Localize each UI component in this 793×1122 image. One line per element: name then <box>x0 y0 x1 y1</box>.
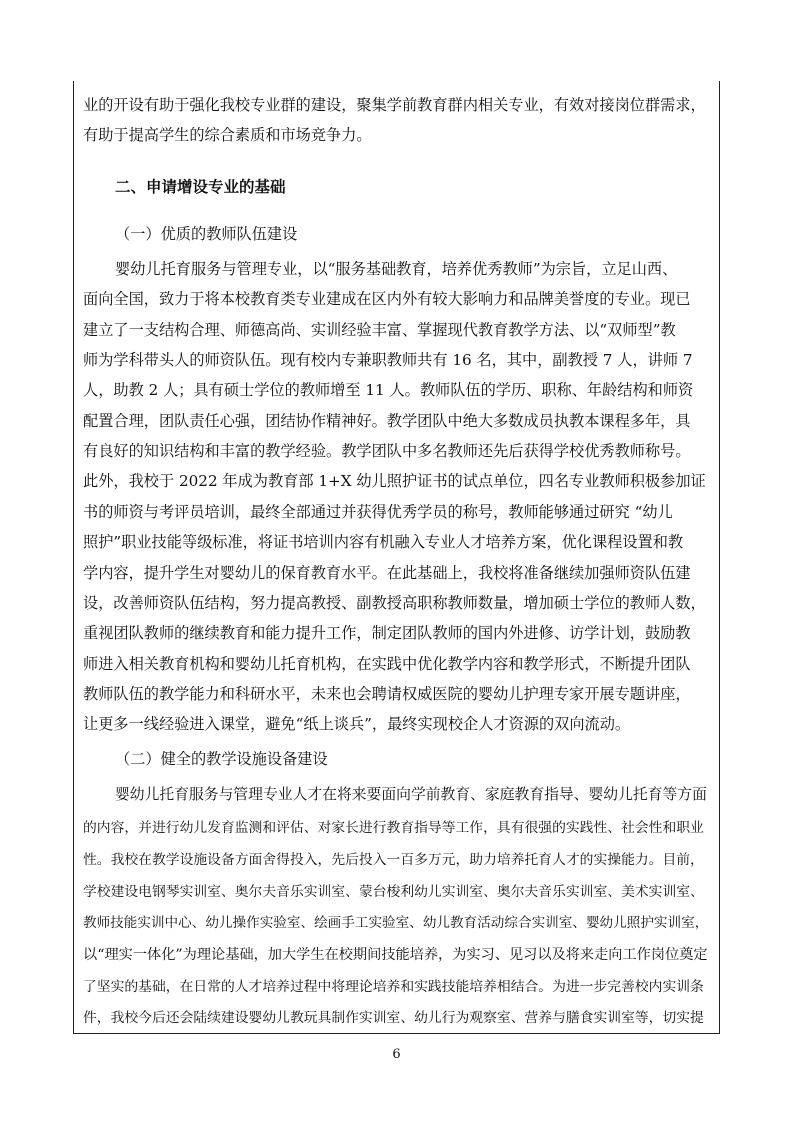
paragraph-line: 让更多一线经验进入课堂，避免“纸上谈兵”，最终实现校企人才资源的双向流动。 <box>83 715 631 733</box>
intro-line: 业的开设有助于强化我校专业群的建设，聚集学前教育群内相关专业，有效对接岗位群需求， <box>83 96 706 114</box>
paragraph-line: 婴幼儿托育服务与管理专业，以“服务基础教育，培养优秀教师”为宗旨，立足山西、 <box>115 260 678 278</box>
paragraph-line: 了坚实的基础，在日常的人才培养过程中将理论培养和实践技能培养相结合。为进一步完善校内实训条 <box>83 979 704 995</box>
paragraph-line: 书的师资与考评员培训，最终全部通过并获得优秀学员的称号，教师能够通过研究 “幼儿 <box>83 503 673 521</box>
paragraph-line: 教师技能实训中心、幼儿操作实验室、绘画手工实验室、幼儿教育活动综合实训室、婴幼儿照护实训室， <box>83 915 709 931</box>
paragraph-line: 此外，我校于 2022 年成为教育部 1+X 幼儿照护证书的试点单位，四名专业教师积极参加证 <box>83 472 706 490</box>
paragraph-line: 件，我校今后还会陆续建设婴幼儿教玩具制作实训室、幼儿行为观察室、营养与膳食实训室等，切实提 <box>83 1010 704 1026</box>
paragraph-line: 照护”职业技能等级标准，将证书培训内容有机融入专业人才培养方案，优化课程设置和教 <box>83 533 684 551</box>
paragraph-line: 人，助教 2 人；具有硕士学位的教师增至 11 人。教师队伍的学历、职称、年龄结构和师资 <box>83 381 694 399</box>
page-number: 6 <box>392 1047 401 1062</box>
paragraph-line: 以“理实一体化”为理论基础，加大学生在校期间技能培养，为实习、见习以及将来走向工作岗位奠定 <box>83 947 708 963</box>
paragraph-line: 建立了一支结构合理、师德高尚、实训经验丰富、掌握现代教育教学方法、以“双师型”教 <box>83 321 676 339</box>
paragraph-line: 的内容，并进行幼儿发育监测和评估、对家长进行教育指导等工作，具有很强的实践性、社会性和职业 <box>83 820 704 836</box>
paragraph-line: 设，改善师资队伍结构，努力提高教授、副教授高职称教师数量，增加硕士学位的教师人数， <box>83 594 706 612</box>
subsection-title: （一）优质的教师队伍建设 <box>115 225 298 243</box>
subsection-title: （二）健全的教学设施设备建设 <box>115 750 328 768</box>
paragraph-line: 性。我校在教学设施设备方面舍得投入，先后投入一百多万元，助力培养托育人才的实操能力。目前， <box>83 852 704 868</box>
paragraph-line: 有良好的知识结构和丰富的教学经验。教学团队中多名教师还先后获得学校优秀教师称号。 <box>83 442 691 460</box>
intro-line: 有助于提高学生的综合素质和市场竞争力。 <box>83 126 372 144</box>
paragraph-line: 面向全国，致力于将本校教育类专业建成在区内外有较大影响力和品牌美誉度的专业。现已 <box>83 290 691 308</box>
paragraph-line: 学内容，提升学生对婴幼儿的保育教育水平。在此基础上，我校将准备继续加强师资队伍建 <box>83 564 691 582</box>
paragraph-line: 重视团队教师的继续教育和能力提升工作，制定团队教师的国内外进修、访学计划，鼓励教 <box>83 624 691 642</box>
paragraph-line: 教师队伍的教学能力和科研水平，未来也会聘请权威医院的婴幼儿护理专家开展专题讲座， <box>83 685 691 703</box>
section-heading: 二、申请增设专业的基础 <box>115 178 286 196</box>
paragraph-line: 婴幼儿托育服务与管理专业人才在将来要面向学前教育、家庭教育指导、婴幼儿托育等方面 <box>115 786 707 803</box>
paragraph-line: 配置合理，团队责任心强，团结协作精神好。教学团队中绝大多数成员执教本课程多年，具 <box>83 412 691 430</box>
paragraph-line: 学校建设电钢琴实训室、奥尔夫音乐实训室、蒙台梭利幼儿实训室、奥尔夫音乐实训室、美术实训室、 <box>83 884 704 900</box>
paragraph-line: 师进入相关教育机构和婴幼儿托育机构，在实践中优化教学内容和教学形式，不断提升团队 <box>83 655 691 673</box>
paragraph-line: 师为学科带头人的师资队伍。现有校内专兼职教师共有 16 名，其中，副教授 7 人，讲师 7 <box>83 351 693 369</box>
